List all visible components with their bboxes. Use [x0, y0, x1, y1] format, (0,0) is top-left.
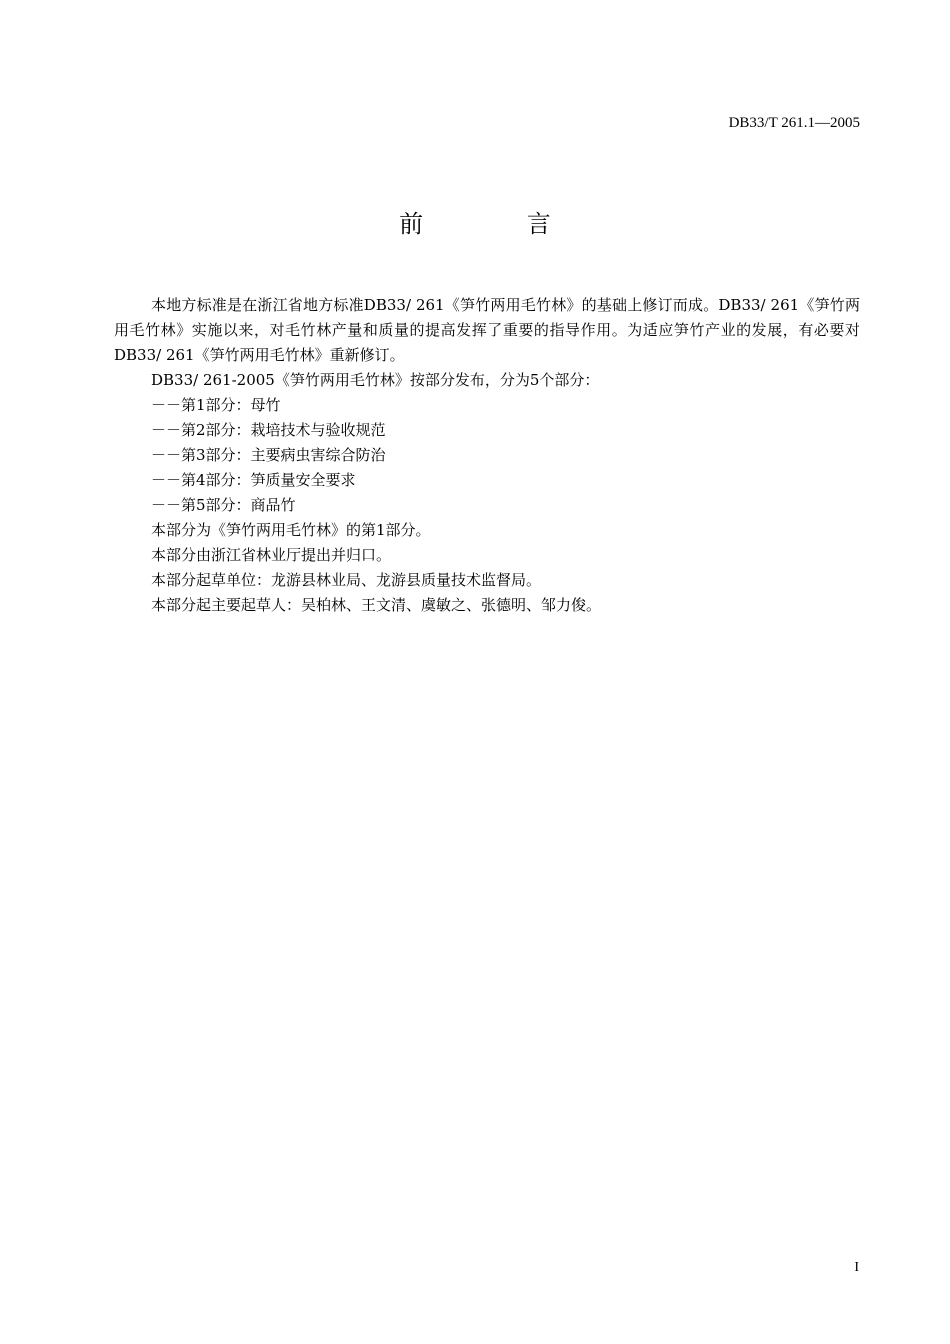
intro-paragraph: 本地方标准是在浙江省地方标准DB33/ 261《笋竹两用毛竹林》的基础上修订而成。DB33/ 261《笋竹两用毛竹林》实施以来，对毛竹林产量和质量的提高发挥了重要的指导作用。为适应笋竹产业的发展，有必要对DB33/ 261《笋竹两用毛竹林》重新修订。 — [114, 296, 860, 364]
part-4-item: －－第4部分：笋质量安全要求 — [151, 471, 356, 489]
part-2-item: －－第2部分：栽培技术与验收规范 — [151, 421, 386, 439]
drafters: 本部分起主要起草人：吴柏林、王文清、虞敏之、张德明、邹力俊。 — [151, 596, 602, 614]
parts-statement: DB33/ 261-2005《笋竹两用毛竹林》按部分发布，分为5个部分： — [151, 371, 600, 389]
this-part-statement: 本部分为《笋竹两用毛竹林》的第1部分。 — [151, 521, 431, 539]
document-body — [114, 293, 860, 618]
page-title: 前 言 — [399, 210, 599, 238]
page-number: I — [854, 1260, 859, 1275]
proposer-statement: 本部分由浙江省林业厅提出并归口。 — [151, 546, 392, 564]
part-5-item: －－第5部分：商品竹 — [151, 496, 296, 514]
part-1-item: －－第1部分：母竹 — [151, 396, 281, 414]
drafting-units: 本部分起草单位：龙游县林业局、龙游县质量技术监督局。 — [151, 571, 542, 589]
document-code: DB33/T 261.1—2005 — [728, 115, 860, 131]
part-3-item: －－第3部分：主要病虫害综合防治 — [151, 446, 386, 464]
